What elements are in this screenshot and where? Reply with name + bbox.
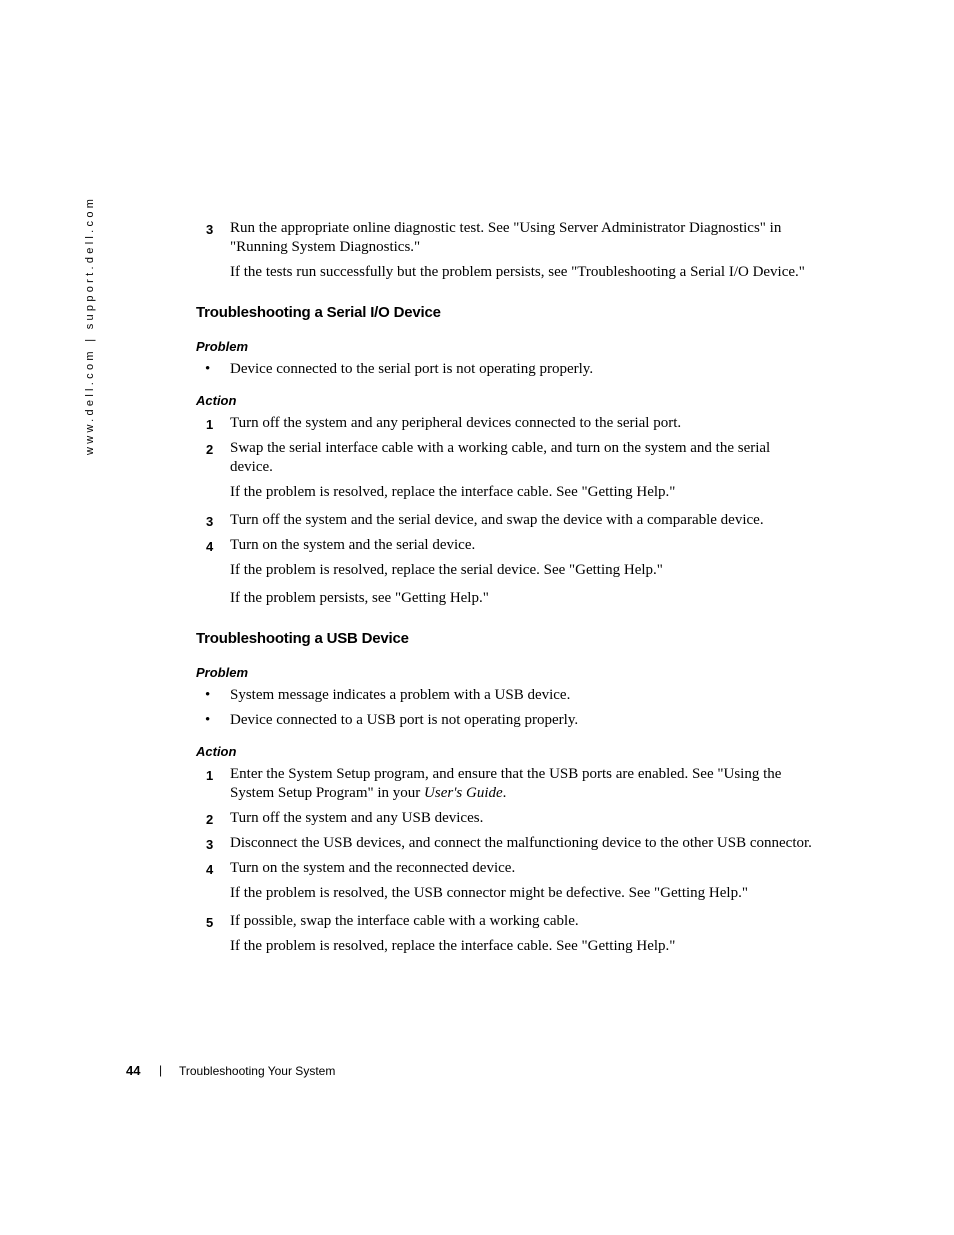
step-text: Turn on the system and the serial device. [230,537,476,553]
list-item [196,414,816,433]
list-item [196,834,816,853]
section-heading-serial: Troubleshooting a Serial I/O Device [196,304,441,321]
step-number: 1 [206,417,214,432]
guide-title: User's Guide [424,785,503,801]
list-item [196,686,816,705]
bullet-icon: • [205,712,211,728]
list-item [196,859,816,878]
step-text: Turn off the system and any peripheral devices connected to the serial port. [230,415,682,431]
list-item [196,809,816,828]
step-text-part: Enter the System Setup program, and ensure that the USB ports are enabled. See "Using the System Setup Program" in your [230,766,782,801]
list-item [196,360,816,379]
list-item [196,439,816,477]
step-text: Turn off the system and any USB devices. [230,810,484,826]
step-text: If possible, swap the interface cable with a working cable. [230,913,579,929]
problem-text: Device connected to the serial port is not operating properly. [230,361,594,377]
page-number: 44 [126,1063,141,1078]
step-note: If the problem is resolved, replace the interface cable. See "Getting Help." [230,938,676,954]
list-item [196,536,816,555]
step-text: Turn on the system and the reconnected device. [230,860,516,876]
step-number: 3 [206,222,214,237]
action-label: Action [196,393,237,408]
step-number: 2 [206,812,214,827]
step-number: 2 [206,442,214,457]
list-item [196,711,816,730]
step-number: 4 [206,539,214,554]
problem-text: System message indicates a problem with a USB device. [230,687,571,703]
step-note: If the tests run successfully but the problem persists, see "Troubleshooting a Serial I/O Device." [230,264,805,280]
step-text-part: . [502,785,507,801]
section-heading-usb: Troubleshooting a USB Device [196,630,409,647]
step-text: Turn off the system and the serial device, and swap the device with a comparable device. [230,512,764,528]
step-number: 1 [206,768,214,783]
bullet-icon: • [205,687,211,703]
step-text: Disconnect the USB devices, and connect the malfunctioning device to the other USB connector. [230,835,812,851]
step-number: 3 [206,837,214,852]
action-label: Action [196,744,237,759]
step-note: If the problem persists, see "Getting Help." [230,590,489,606]
problem-label: Problem [196,665,249,680]
list-item [196,511,816,530]
problem-label: Problem [196,339,249,354]
step-number: 4 [206,862,214,877]
problem-text: Device connected to a USB port is not operating properly. [230,712,579,728]
chapter-title: Troubleshooting Your System [179,1064,336,1078]
side-url: www.dell.com | support.dell.com [84,195,96,455]
page-footer [126,1063,336,1078]
step-text: Swap the serial interface cable with a working cable, and turn on the system and the serial device. [230,440,771,475]
step-text: Run the appropriate online diagnostic test. See "Using Server Administrator Diagnostics" in "Running System Diagnostics." [230,220,782,255]
step-number: 3 [206,514,214,529]
page-content [196,219,816,962]
list-item [196,219,816,257]
step-note: If the problem is resolved, replace the interface cable. See "Getting Help." [230,484,676,500]
step-number: 5 [206,915,214,930]
step-text [230,766,781,801]
step-note: If the problem is resolved, the USB connector might be defective. See "Getting Help." [230,885,748,901]
bullet-icon: • [205,361,211,377]
list-item [196,912,816,931]
footer-separator: | [159,1063,163,1077]
list-item [196,765,816,803]
step-note: If the problem is resolved, replace the serial device. See "Getting Help." [230,562,663,578]
